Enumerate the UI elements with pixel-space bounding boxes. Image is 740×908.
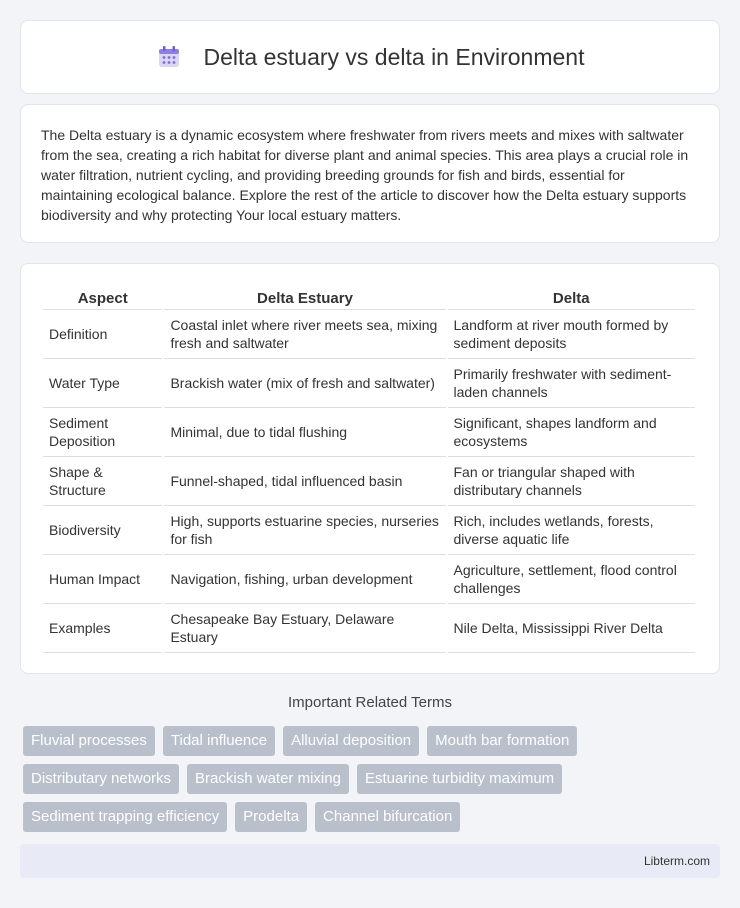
cell-delta-estuary: High, supports estuarine species, nurseries for fish [164,506,445,555]
term-tag[interactable]: Fluvial processes [23,726,155,756]
term-tag[interactable]: Mouth bar formation [427,726,577,756]
table-row [43,408,695,457]
header-aspect: Aspect [43,284,162,310]
calendar-grid-icon [156,44,182,70]
cell-aspect: Water Type [43,359,162,408]
table-row [43,506,695,555]
term-tag[interactable]: Channel bifurcation [315,802,460,832]
footer [20,844,720,878]
cell-aspect: Human Impact [43,555,162,604]
cell-delta-estuary: Chesapeake Bay Estuary, Delaware Estuary [164,604,445,653]
table-row [43,457,695,506]
table-row [43,604,695,653]
term-tag[interactable]: Tidal influence [163,726,275,756]
cell-delta: Rich, includes wetlands, forests, diverse aquatic life [448,506,696,555]
header-delta-estuary: Delta Estuary [164,284,445,310]
cell-delta: Agriculture, settlement, flood control challenges [448,555,696,604]
table-row [43,310,695,359]
table-row [43,359,695,408]
cell-delta-estuary: Coastal inlet where river meets sea, mixing fresh and saltwater [164,310,445,359]
page-title: Delta estuary vs delta in Environment [203,43,585,70]
comparison-table [41,284,697,653]
cell-delta-estuary: Minimal, due to tidal flushing [164,408,445,457]
cell-aspect: Sediment Deposition [43,408,162,457]
table-row [43,555,695,604]
related-terms-list [23,726,723,832]
table-header-row [43,284,695,310]
footer-brand-link[interactable]: Libterm.com [643,854,710,868]
related-terms-title: Important Related Terms [288,694,452,711]
intro-paragraph: The Delta estuary is a dynamic ecosystem where freshwater from rivers meets and mixes with saltwater from the sea, creating a rich habitat for diverse plant and animal species. This area plays a crucial role in water filtration, nutrient cycling, and providing breeding grounds for fish and birds, essential for maintaining ecological balance. Explore the rest of the article to discover how the Delta estuary supports biodiversity and why protecting Your local estuary matters. [41,127,689,223]
term-tag[interactable]: Distributary networks [23,764,179,794]
comparison-table-card [20,263,720,674]
cell-aspect: Definition [43,310,162,359]
cell-delta-estuary: Navigation, fishing, urban development [164,555,445,604]
cell-aspect: Shape & Structure [43,457,162,506]
cell-delta: Landform at river mouth formed by sediment deposits [448,310,696,359]
intro-card [20,104,720,243]
term-tag[interactable]: Estuarine turbidity maximum [357,764,562,794]
term-tag[interactable]: Prodelta [235,802,307,832]
header-card [20,20,720,94]
header-delta: Delta [448,284,696,310]
cell-aspect: Examples [43,604,162,653]
cell-aspect: Biodiversity [43,506,162,555]
term-tag[interactable]: Sediment trapping efficiency [23,802,227,832]
cell-delta: Nile Delta, Mississippi River Delta [448,604,696,653]
cell-delta-estuary: Funnel-shaped, tidal influenced basin [164,457,445,506]
term-tag[interactable]: Brackish water mixing [187,764,349,794]
cell-delta-estuary: Brackish water (mix of fresh and saltwater) [164,359,445,408]
cell-delta: Fan or triangular shaped with distributary channels [448,457,696,506]
term-tag[interactable]: Alluvial deposition [283,726,419,756]
cell-delta: Significant, shapes landform and ecosystems [448,408,696,457]
cell-delta: Primarily freshwater with sediment-laden channels [448,359,696,408]
